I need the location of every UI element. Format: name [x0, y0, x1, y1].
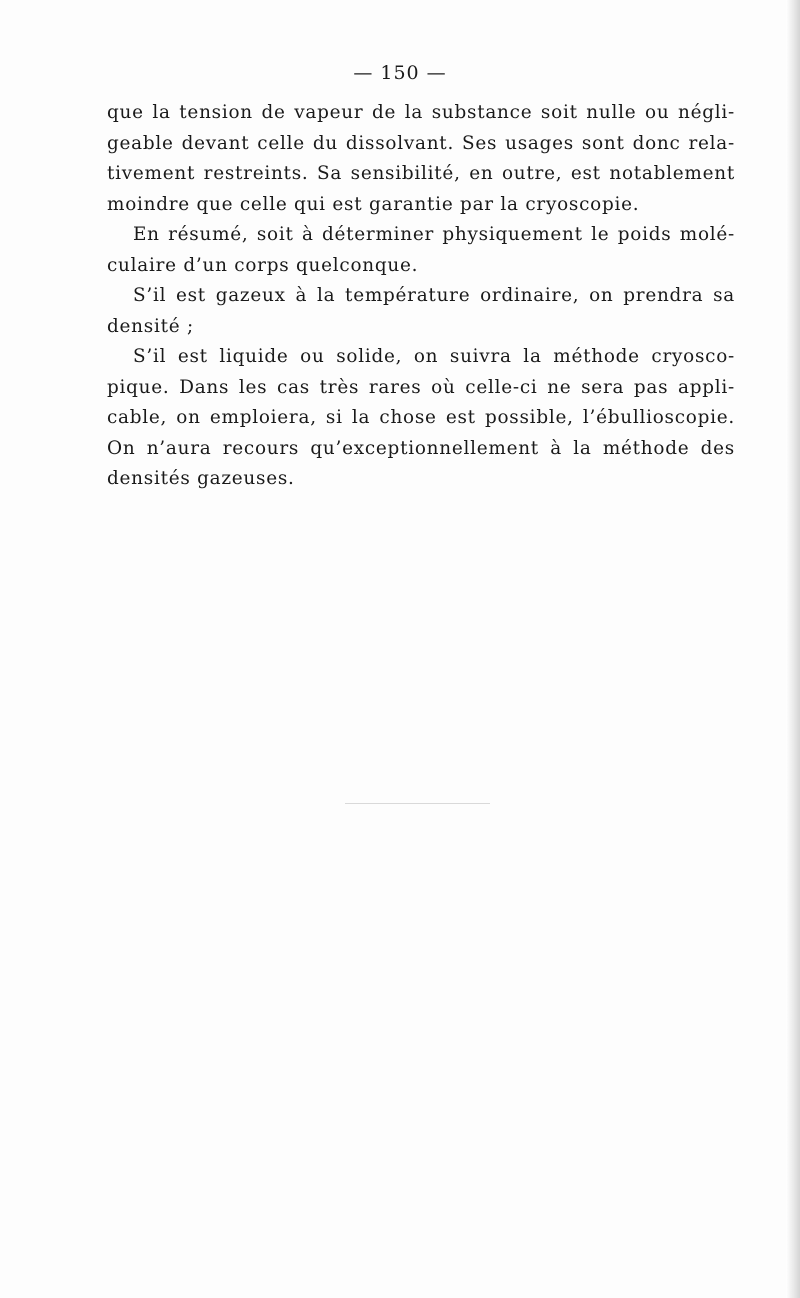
body-text: [107, 98, 735, 495]
text-line: moindre que celle qui est garantie par la cryoscopie.: [107, 193, 640, 215]
text-line: cable, on emploiera, si la chose est possible, l’ébullioscopie.: [107, 407, 735, 428]
text-line: geable devant celle du dissolvant. Ses usages sont donc rela-: [107, 132, 735, 154]
paragraph: [107, 220, 735, 281]
faint-rule: [345, 803, 490, 804]
text-line: S’il est liquide ou solide, on suivra la méthode cryosco-: [133, 346, 735, 367]
text-line: culaire d’un corps quelconque.: [107, 254, 419, 276]
page-edge-shadow: [786, 0, 800, 1298]
text-line: densité ;: [107, 315, 194, 337]
paragraph: [107, 342, 735, 495]
text-line: densités gazeuses.: [107, 468, 295, 489]
paragraph: [107, 281, 735, 342]
text-line: tivement restreints. Sa sensibilité, en outre, est notablement: [107, 163, 735, 184]
page-number: — 150 —: [353, 62, 447, 84]
text-line: En résumé, soit à déterminer physiquement le poids molé-: [133, 224, 735, 245]
text-line: que la tension de vapeur de la substance soit nulle ou négli-: [107, 102, 735, 123]
text-line: pique. Dans les cas très rares où celle-ci ne sera pas appli-: [107, 376, 735, 398]
paragraph: [107, 98, 735, 220]
text-line: S’il est gazeux à la température ordinaire, on prendra sa: [133, 285, 735, 306]
text-line: On n’aura recours qu’exceptionnellement à la méthode des: [107, 437, 735, 459]
